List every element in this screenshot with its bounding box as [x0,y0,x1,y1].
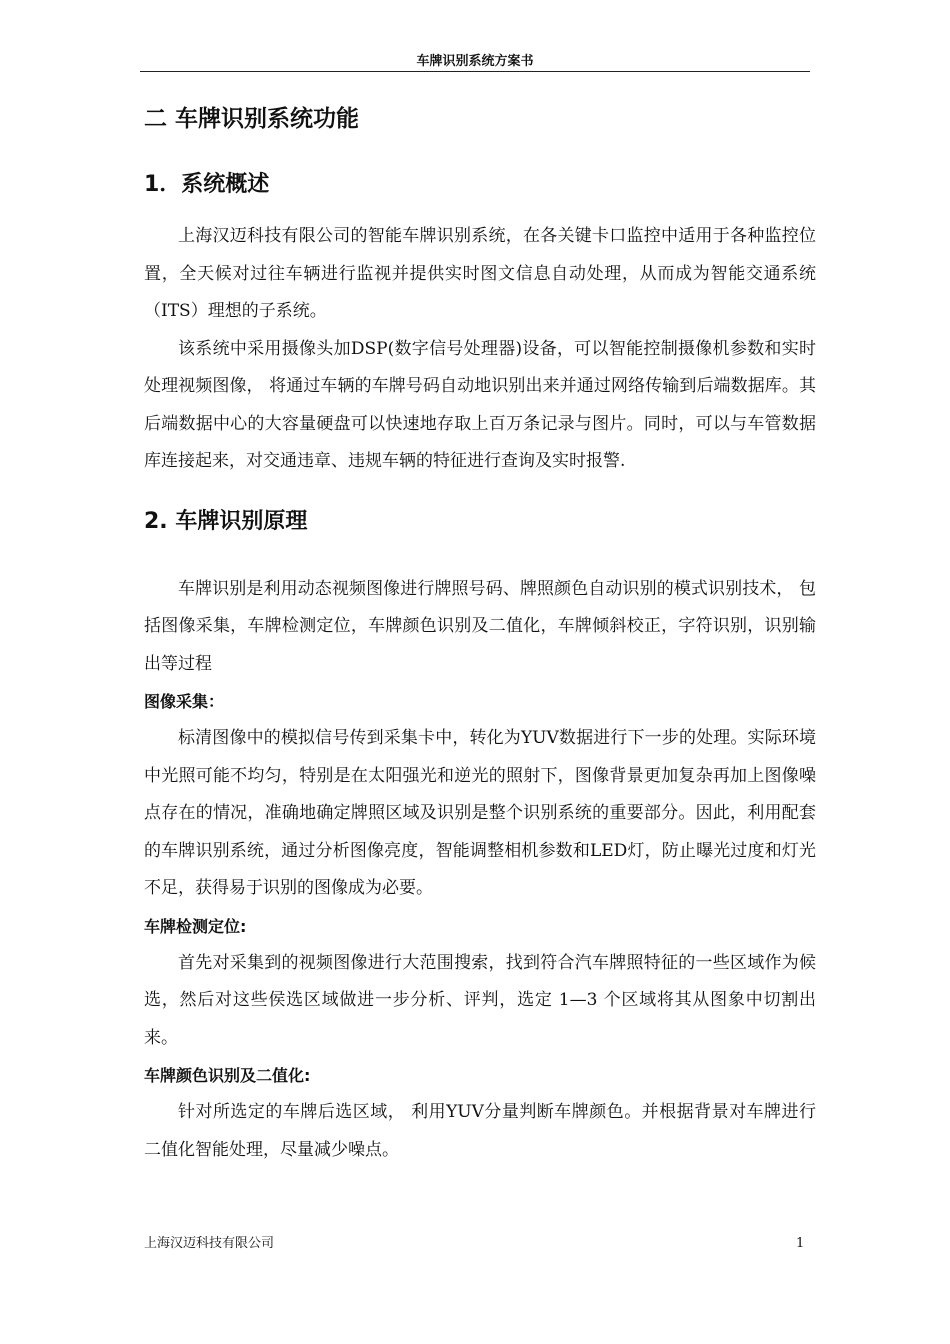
paragraph-image-capture: 标清图像中的模拟信号传到采集卡中，转化为YUV数据进行下一步的处理。实际环境中光照可能不均匀，特别是在太阳强光和逆光的照射下，图像背景更加复杂再加上图像噪点存在的情况，准确地确定牌照区域及识别是整个识别系统的重要部分。因此，利用配套的车牌识别系统，通过分析图像亮度，智能调整相机参数和LED灯，防止曝光过度和灯光不足，获得易于识别的图像成为必要。 [144,728,816,898]
footer-page-number: 1 [796,1236,805,1251]
section-2-title: 2. 车牌识别原理 [144,508,308,534]
footer-company: 上海汉迈科技有限公司 [144,1236,275,1251]
section-2-intro: 车牌识别是利用动态视频图像进行牌照号码、牌照颜色自动识别的模式识别技术， 包括图像采集，车牌检测定位，车牌颜色识别及二值化，车牌倾斜校正，字符识别，识别输出等过程 [144,578,816,674]
paragraph-color-binarization: 针对所选定的车牌后选区域， 利用YUV分量判断车牌颜色。并根据背景对车牌进行二值化智能处理，尽量减少噪点。 [144,1102,816,1160]
section-1-paragraph-2: 该系统中采用摄像头加DSP(数字信号处理器)设备，可以智能控制摄像机参数和实时处理视频图像， 将通过车辆的车牌号码自动地识别出来并通过网络传输到后端数据库。其后端数据中心的大容量硬盘可以快速地存取上百万条记录与图片。同时，可以与车管数据库连接起来，对交通违章、违规车辆的特征进行查询及实时报警. [144,338,816,471]
paragraph-plate-locating: 首先对采集到的视频图像进行大范围搜索，找到符合汽车牌照特征的一些区域作为候选，然后对这些侯选区域做进一步分析、评判，选定 1—3 个区域将其从图象中切割出来。 [144,952,816,1048]
section-1-title: 1．系统概述 [144,172,270,197]
section-1-paragraph-1: 上海汉迈科技有限公司的智能车牌识别系统，在各关键卡口监控中适用于各种监控位置，全天候对过往车辆进行监视并提供实时图文信息自动处理，从而成为智能交通系统（ITS）理想的子系统。 [144,226,816,321]
subheading-image-capture: 图像采集： [144,692,225,711]
subheading-color-binarization: 车牌颜色识别及二值化: [144,1066,311,1085]
document-body [144,96,816,1169]
header-divider [140,71,810,72]
chapter-title: 二 车牌识别系统功能 [144,106,360,132]
page-header-title: 车牌识别系统方案书 [416,54,534,69]
subheading-plate-locating: 车牌检测定位: [144,916,247,936]
